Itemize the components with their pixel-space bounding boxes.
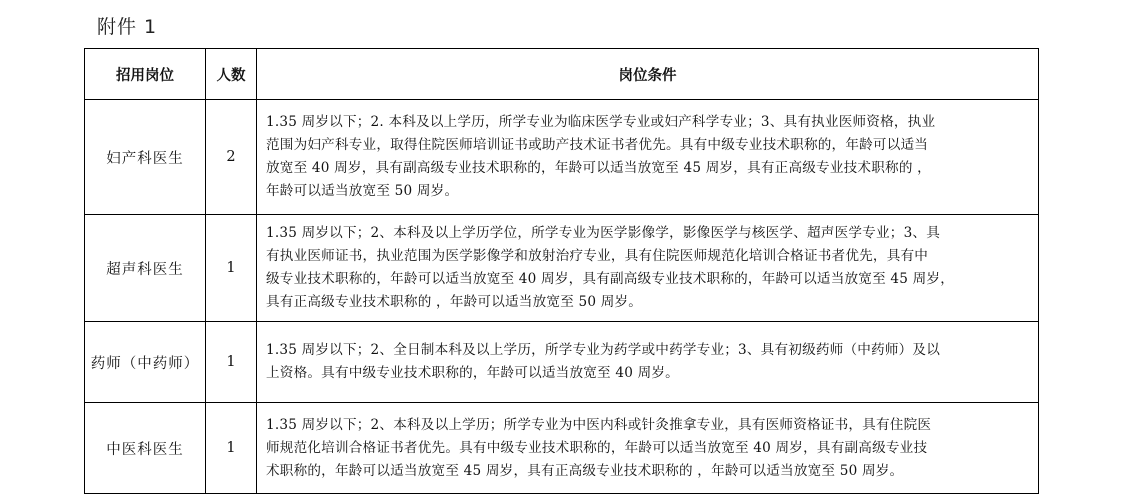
- table-header-row: [85, 49, 1039, 100]
- post-conditions: [257, 100, 1039, 215]
- post-name: 超声科医生: [85, 215, 206, 322]
- condition-line: 级专业技术职称的，年龄可以适当放宽至 40 周岁，具有副高级专业技术职称的，年龄可以适当放宽至 45 周岁，: [266, 271, 954, 287]
- condition-line: 1.35 周岁以下；2、本科及以上学历；所学专业为中医内科或针灸推拿专业，具有医师资格证书，具有住院医: [266, 416, 932, 433]
- post-conditions: [257, 215, 1039, 322]
- header-post: 招用岗位: [85, 49, 206, 100]
- table-row: [85, 100, 1039, 215]
- condition-line: 放宽至 40 周岁，具有副高级专业技术职称的，年龄可以适当放宽至 45 周岁，具有正高级专业技术职称的 ，: [266, 160, 931, 176]
- post-name: 药师（中药师）: [85, 322, 206, 403]
- condition-line: 上资格。具有中级专业技术职称的，年龄可以适当放宽至 40 周岁。: [266, 365, 679, 381]
- headcount: 2: [206, 100, 257, 215]
- table-row: [85, 403, 1039, 494]
- condition-line: 范围为妇产科专业，取得住院医师培训证书或助产技术证书者优先。具有中级专业技术职称的，年龄可以适当: [266, 137, 929, 153]
- attachment-label: 附件 1: [97, 16, 158, 38]
- condition-line: 1.35 周岁以下；2、本科及以上学历学位，所学专业为医学影像学，影像医学与核医学、超声医学专业；3、具: [266, 225, 941, 241]
- table-row: [85, 215, 1039, 322]
- post-conditions: [257, 403, 1039, 494]
- header-conditions: 岗位条件: [257, 49, 1039, 100]
- condition-line: 术职称的，年龄可以适当放宽至 45 周岁，具有正高级专业技术职称的 ，年龄可以适当放宽至 50 周岁。: [266, 462, 904, 479]
- post-name: 中医科医生: [85, 403, 206, 494]
- condition-line: 年龄可以适当放宽至 50 周岁。: [266, 183, 459, 199]
- condition-line: 具有正高级专业技术职称的 ，年龄可以适当放宽至 50 周岁。: [266, 294, 643, 310]
- job-requirements-table: [84, 48, 1039, 494]
- condition-line: 师规范化培训合格证书者优先。具有中级专业技术职称的，年龄可以适当放宽至 40 周岁，具有副高级专业技: [266, 439, 928, 456]
- table-row: [85, 322, 1039, 403]
- post-conditions: [257, 322, 1039, 403]
- post-name: 妇产科医生: [85, 100, 206, 215]
- condition-line: 有执业医师证书，执业范围为医学影像学和放射治疗专业，具有住院医师规范化培训合格证书者优先，具有中: [266, 248, 929, 264]
- condition-line: 1.35 周岁以下；2、全日制本科及以上学历，所学专业为药学或中药学专业；3、具有初级药师（中药师）及以: [266, 342, 941, 358]
- headcount: 1: [206, 215, 257, 322]
- headcount: 1: [206, 403, 257, 494]
- headcount: 1: [206, 322, 257, 403]
- header-count: 人数: [206, 49, 257, 100]
- condition-line: 1.35 周岁以下；2. 本科及以上学历，所学专业为临床医学专业或妇产科学专业；3、具有执业医师资格，执业: [266, 114, 936, 130]
